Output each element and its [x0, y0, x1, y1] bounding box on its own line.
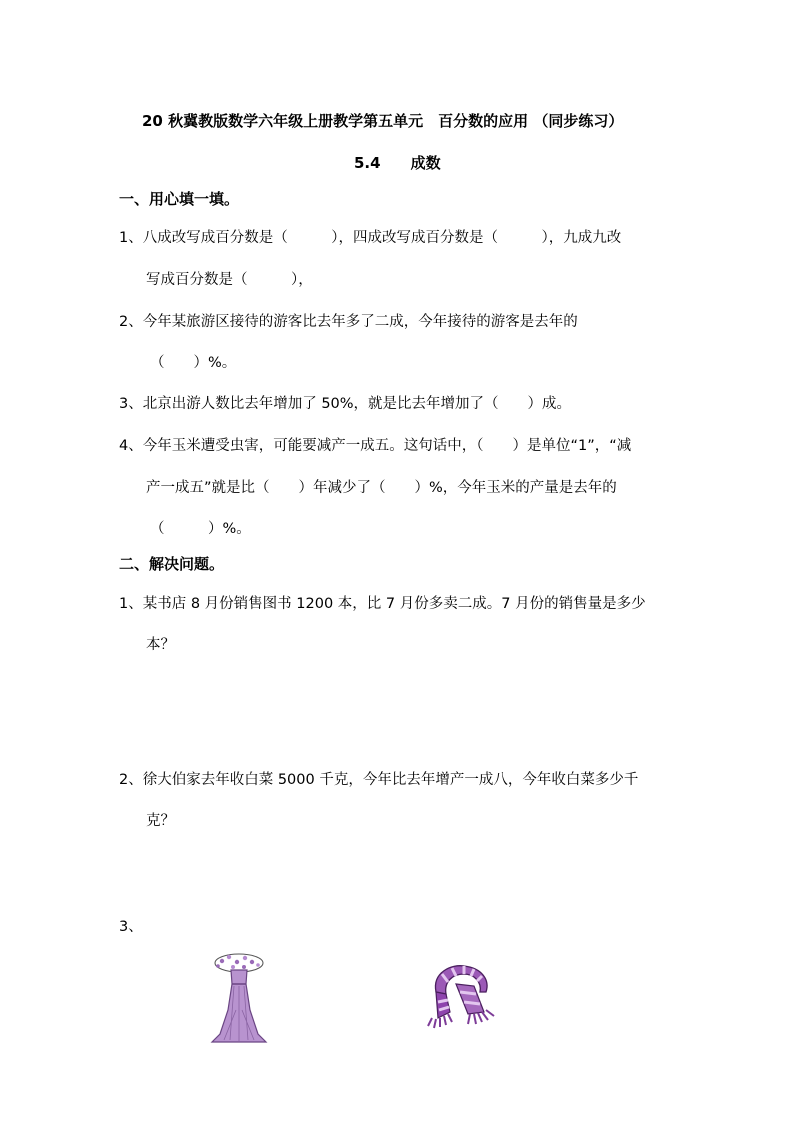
document-title: 20 秋冀教版数学六年级上册教学第五单元 百分数的应用 （同步练习）: [142, 112, 624, 130]
s1-q4-line1: 4、今年玉米遭受虫害，可能要减产一成五。这句话中，（ ）是单位“1”，“减: [119, 438, 632, 454]
s1-q2-line1: 2、今年某旅游区接待的游客比去年多了二成，今年接待的游客是去年的: [119, 314, 578, 330]
section2-heading: 二、解决问题。: [119, 555, 225, 573]
dress-icon: [206, 950, 272, 1045]
s1-q3-line1: 3、北京出游人数比去年增加了 50%，就是比去年增加了（ ）成。: [119, 396, 572, 412]
s2-q1-line1: 1、某书店 8 月份销售图书 1200 本，比 7 月份多卖二成。7 月份的销售量是多少: [119, 596, 646, 612]
section1-heading: 一、用心填一填。: [119, 190, 240, 208]
s1-q2-line2: （ ）%。: [150, 355, 237, 371]
lesson-subtitle: 5.4 成数: [354, 154, 441, 172]
s1-q1-line1: 1、八成改写成百分数是（ ），四成改写成百分数是（ ），九成九改: [119, 230, 622, 246]
s2-q3-label: 3、: [119, 919, 143, 935]
s1-q4-line2: 产一成五”就是比（ ）年减少了（ ）%，今年玉米的产量是去年的: [146, 480, 617, 496]
s1-q4-line3: （ ）%。: [150, 521, 251, 537]
dress-top-flowers: [215, 954, 263, 972]
s2-q2-line1: 2、徐大伯家去年收白菜 5000 千克，今年比去年增产一成八，今年收白菜多少千: [119, 772, 639, 788]
s2-q1-line2: 本？: [146, 637, 175, 653]
s1-q1-line2: 写成百分数是（ ），: [146, 272, 313, 288]
scarf-icon: [424, 962, 500, 1030]
s2-q2-line2: 克？: [146, 813, 175, 829]
